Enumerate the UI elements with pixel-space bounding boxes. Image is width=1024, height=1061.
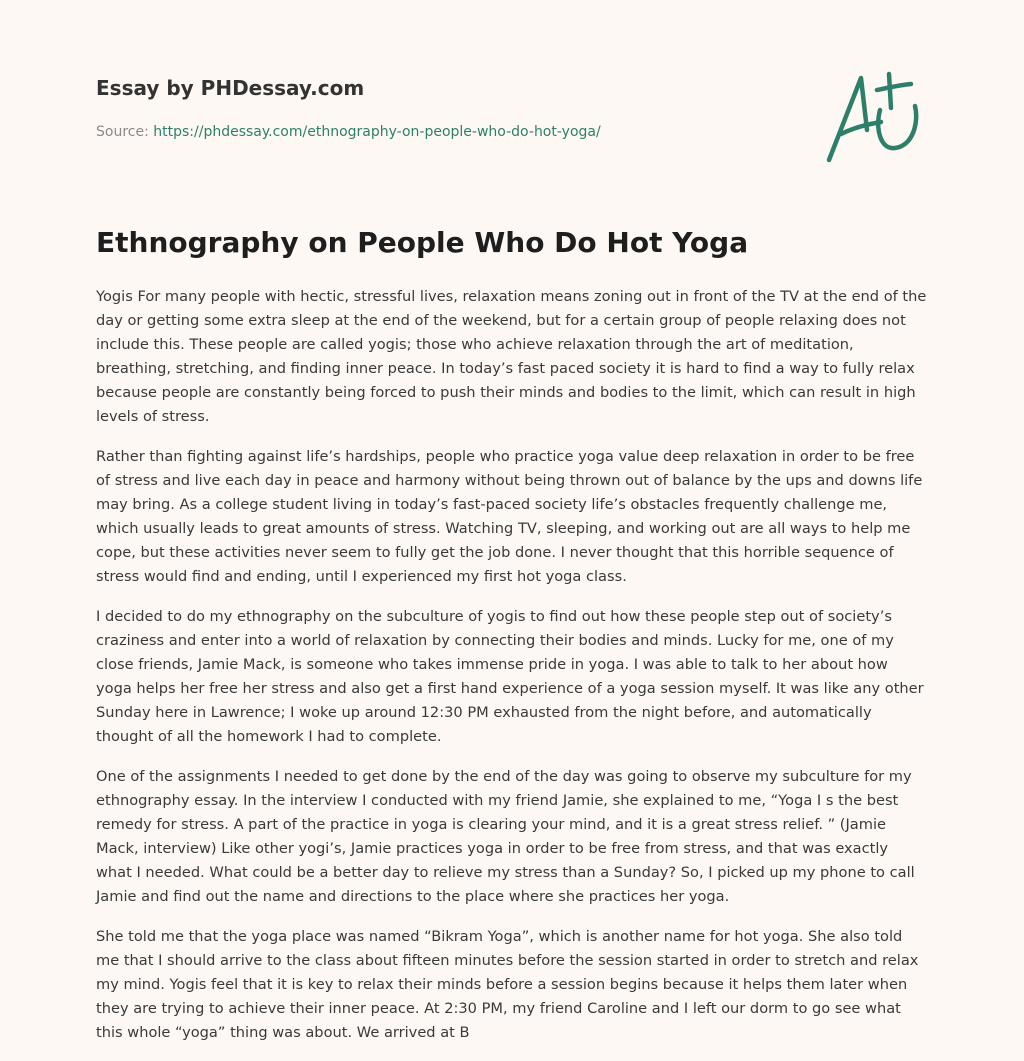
site-brand: Essay by PHDessay.com bbox=[96, 76, 365, 100]
essay-body bbox=[96, 285, 928, 1061]
essay-paragraph: I decided to do my ethnography on the subculture of yogis to find out how these people step out of society’s craziness and enter into a world of relaxation by connecting their bodies and minds. Lucky for me, one of my close friends, Jamie Mack, is someone who takes immense pride in yoga. I was able to talk to her about how yoga helps her free her stress and also get a first hand experience of a yoga session myself. It was like any other Sunday here in Lawrence; I woke up around 12:30 PM exhausted from the night before, and automatically thought of all the homework I had to complete. bbox=[96, 608, 924, 745]
source-line bbox=[96, 124, 601, 140]
a-plus-logo-icon bbox=[823, 68, 927, 164]
essay-paragraph: She told me that the yoga place was named “Bikram Yoga”, which is another name for hot yoga. She also told me that I should arrive to the class about fifteen minutes before the session started in order to stretch and relax my mind. Yogis feel that it is key to relax their minds before a session begins because it helps them later when they are trying to achieve their inner peace. At 2:30 PM, my friend Caroline and I left our dorm to go see what this whole “yoga” thing was about. We arrived at B bbox=[96, 928, 919, 1041]
source-link[interactable]: https://phdessay.com/ethnography-on-people-who-do-hot-yoga/ bbox=[153, 124, 601, 140]
essay-paragraph: Yogis For many people with hectic, stressful lives, relaxation means zoning out in front of the TV at the end of the day or getting some extra sleep at the end of the weekend, but for a certain group of people relaxing does not include this. These people are called yogis; those who achieve relaxation through the art of meditation, breathing, stretching, and finding inner peace. In today’s fast paced society it is hard to find a way to fully relax because people are constantly being forced to push their minds and bodies to the limit, which can result in high levels of stress. bbox=[96, 288, 927, 425]
essay-paragraph: Rather than fighting against life’s hardships, people who practice yoga value deep relaxation in order to be free of stress and live each day in peace and harmony without being thrown out of balance by the ups and downs life may bring. As a college student living in today’s fast-paced society life’s obstacles frequently challenge me, which usually leads to great amounts of stress. Watching TV, sleeping, and working out are all ways to help me cope, but these activities never seem to fully get the job done. I never thought that this horrible sequence of stress would find and ending, until I experienced my first hot yoga class. bbox=[96, 448, 923, 585]
essay-paragraph: One of the assignments I needed to get done by the end of the day was going to observe my subculture for my ethnography essay. In the interview I conducted with my friend Jamie, she explained to me, “Yoga I s the best remedy for stress. A part of the practice in yoga is clearing your mind, and it is a great stress relief. ” (Jamie Mack, interview) Like other yogi’s, Jamie practices yoga in order to be free from stress, and that was exactly what I needed. What could be a better day to relieve my stress than a Sunday? So, I picked up my phone to call Jamie and find out the name and directions to the place where she practices her yoga. bbox=[96, 768, 915, 905]
source-label: Source: bbox=[96, 124, 154, 140]
essay-title: Ethnography on People Who Do Hot Yoga bbox=[96, 226, 749, 259]
